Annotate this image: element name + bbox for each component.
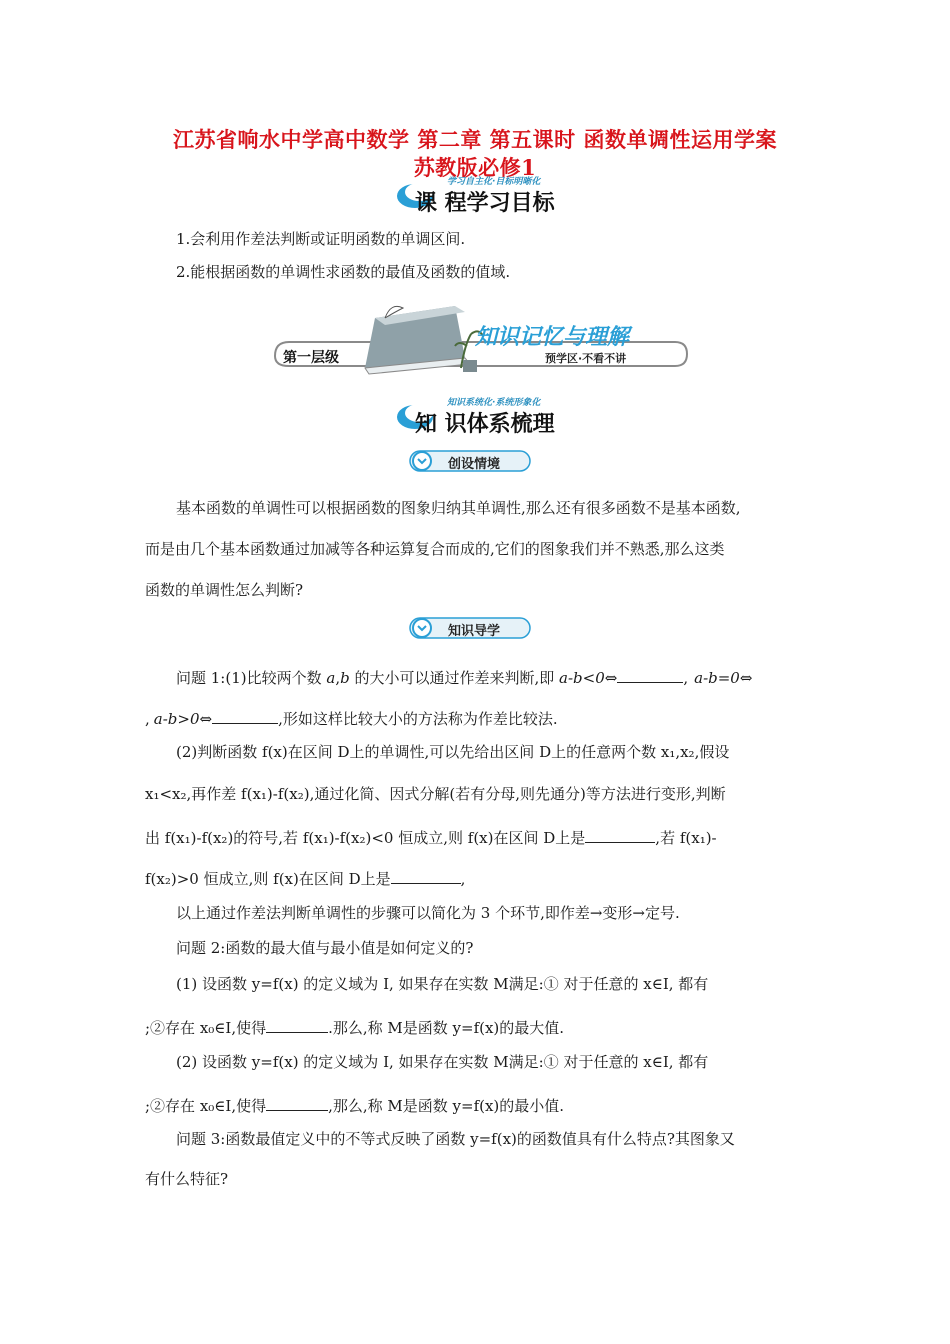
q1-line-2	[145, 709, 558, 727]
level-label: 第一层级	[283, 350, 339, 366]
objective-1: 1.会利用作差法判断或证明函数的单调区间.	[176, 230, 466, 248]
section-tag-guide	[408, 615, 538, 641]
q1-2-text: f(x₂)>0 恒成立,则 f(x)在区间 D上是	[145, 870, 391, 888]
level-heading: 知识记忆与理解	[475, 325, 630, 350]
document-title-line1: 江苏省响水中学高中数学 第二章 第五课时 函数单调性运用学案	[173, 127, 777, 152]
q2-b-line-2	[145, 1096, 564, 1114]
intro-line-3: 函数的单调性怎么判断?	[145, 581, 304, 599]
banner-heading: 知 识体系梳理	[415, 412, 555, 437]
level-subheading: 预学区·不看不讲	[545, 352, 627, 365]
banner-subtitle: 知识系统化·系统形象化	[447, 398, 541, 408]
q1-2-text: 出 f(x₁)-f(x₂)的符号,若 f(x₁)-f(x₂)<0 恒成立,则 f(x)在区间 D上是	[145, 829, 586, 847]
level-graphic	[265, 298, 690, 380]
q1-comma: ,	[683, 669, 689, 687]
q3-line-2: 有什么特征?	[145, 1170, 229, 1188]
q3-line-1: 问题 3:函数最值定义中的不等式反映了函数 y=f(x)的函数值具有什么特点?其图象又	[176, 1130, 735, 1148]
q1-2-line-1: (2)判断函数 f(x)在区间 D上的单调性,可以先给出区间 D上的任意两个数 x₁,x₂,假设	[176, 743, 730, 761]
q1-text: 问题 1:(1)比较两个数	[176, 669, 327, 687]
course-objectives-banner	[395, 172, 565, 214]
answer-blank[interactable]	[585, 828, 655, 843]
expr-eq: a-b=0⇔	[694, 669, 753, 687]
answer-blank[interactable]	[266, 1018, 328, 1033]
banner-subtitle: 学习自主化·目标明晰化	[447, 177, 541, 187]
q2-text: .那么,称 M是函数 y=f(x)的最大值.	[328, 1019, 565, 1037]
q1-line-1	[176, 668, 752, 686]
tag-label: 知识导学	[448, 624, 501, 639]
q2-text: ;②存在 x₀∈I,使得	[145, 1019, 267, 1037]
q2-a-line-1: (1) 设函数 y=f(x) 的定义域为 I, 如果存在实数 M满足:① 对于任意的 x∈I, 都有	[176, 975, 709, 993]
steps-line: 以上通过作差法判断单调性的步骤可以简化为 3 个环节,即作差→变形→定号.	[176, 904, 680, 922]
document-title-line2: 苏教版必修1	[413, 155, 537, 180]
knowledge-system-banner	[395, 393, 565, 435]
q2-text: ,那么,称 M是函数 y=f(x)的最小值.	[328, 1097, 565, 1115]
var-b: b	[340, 669, 350, 687]
q2-b-line-1: (2) 设函数 y=f(x) 的定义域为 I, 如果存在实数 M满足:① 对于任意的 x∈I, 都有	[176, 1053, 709, 1071]
answer-blank[interactable]	[212, 709, 278, 724]
q1-2-line-3	[145, 828, 717, 846]
q2-text: ;②存在 x₀∈I,使得	[145, 1097, 267, 1115]
tag-label: 创设情境	[448, 457, 501, 472]
q1-2-text: ,若 f(x₁)-	[655, 829, 717, 847]
intro-line-1: 基本函数的单调性可以根据函数的图象归纳其单调性,那么还有很多函数不是基本函数,	[176, 499, 741, 517]
intro-line-2: 而是由几个基本函数通过加减等各种运算复合而成的,它们的图象我们并不熟悉,那么这类	[145, 540, 725, 558]
answer-blank[interactable]	[617, 668, 683, 683]
q2-a-line-2	[145, 1018, 564, 1036]
q2-heading: 问题 2:函数的最大值与最小值是如何定义的?	[176, 939, 474, 957]
var-a: a	[326, 669, 336, 687]
q1-comma: ,	[335, 669, 341, 687]
q1-2-text: ,	[460, 870, 466, 888]
q1-2-line-2: x₁<x₂,再作差 f(x₁)-f(x₂),通过化简、因式分解(若有分母,则先通分)等方法进行变形,判断	[145, 785, 726, 803]
expr-gt: a-b>0⇔	[153, 710, 213, 728]
section-tag-scenario	[408, 448, 538, 474]
q1-comma: ,	[145, 710, 150, 728]
answer-blank[interactable]	[266, 1096, 328, 1111]
q1-2-line-4	[145, 869, 465, 887]
objective-2: 2.能根据函数的单调性求函数的最值及函数的值域.	[176, 263, 511, 281]
expr-lt: a-b<0⇔	[559, 669, 618, 687]
answer-blank[interactable]	[391, 869, 461, 884]
banner-heading: 课 程学习目标	[415, 191, 555, 216]
q1-text: ,形如这样比较大小的方法称为作差比较法.	[278, 710, 558, 728]
q1-text: 的大小可以通过作差来判断,即	[349, 669, 560, 687]
